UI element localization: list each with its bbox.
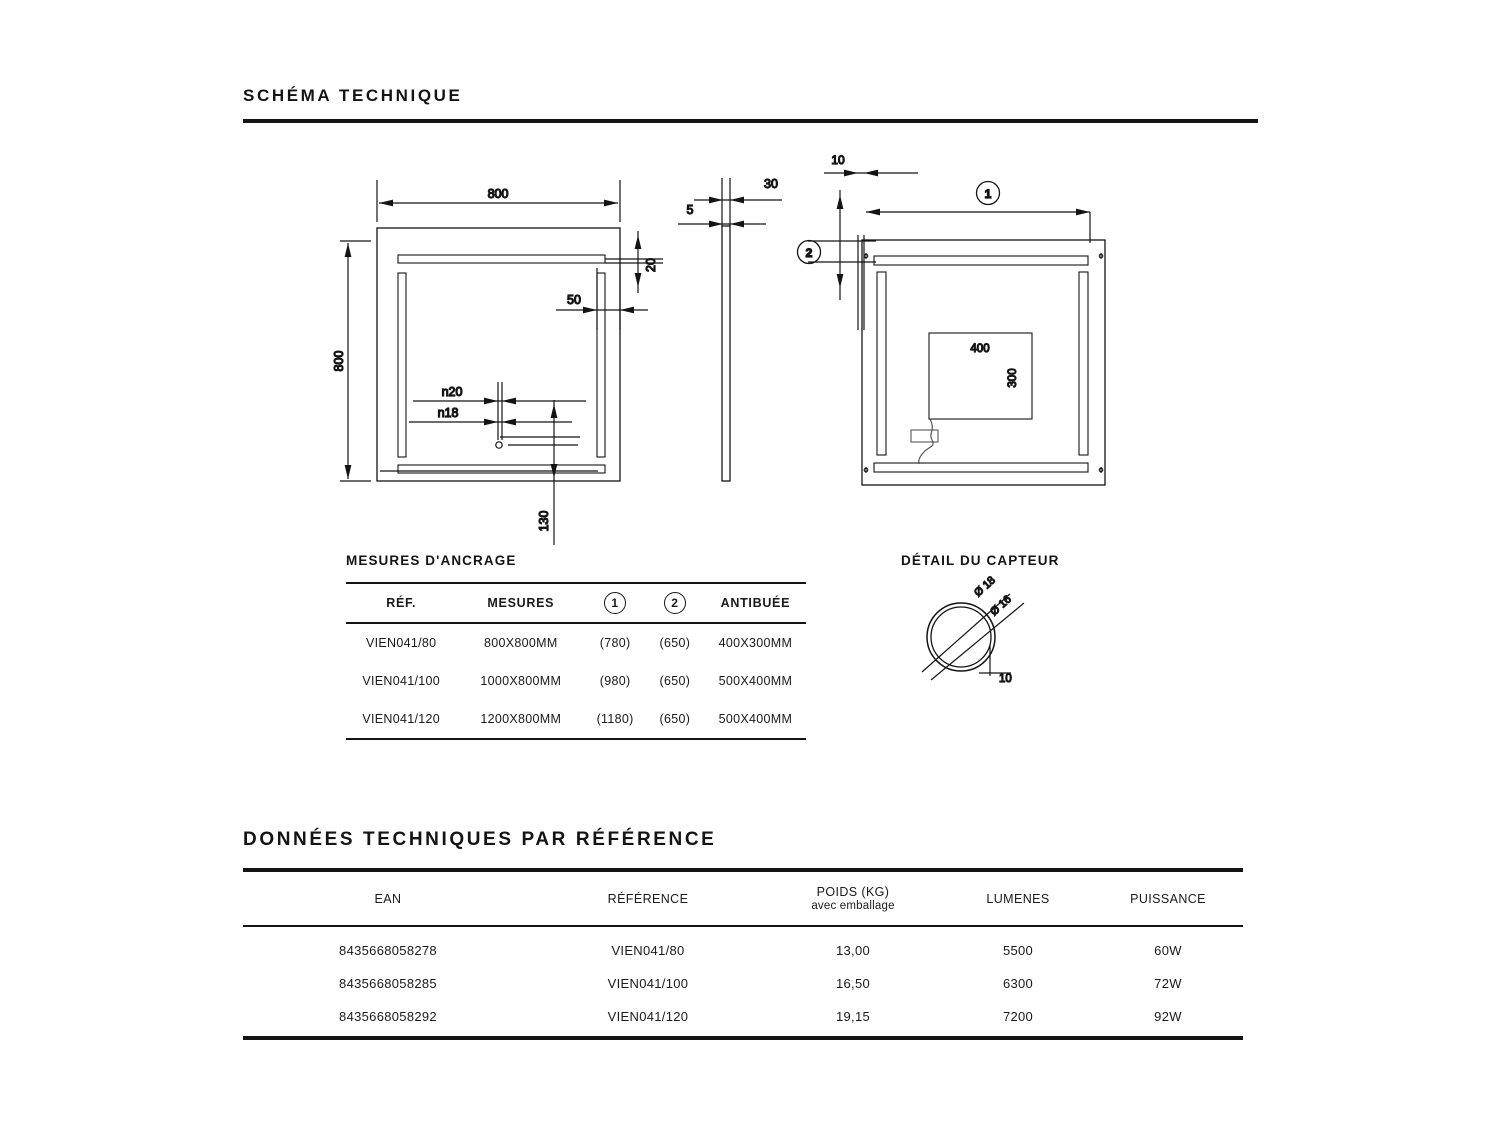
divider-donnees-bottom (243, 1036, 1243, 1040)
data-cell-lumenes: 5500 (1002, 943, 1034, 958)
table-row (346, 662, 806, 700)
anchor-cell-ref: VIEN041/120 (362, 712, 441, 726)
page-title-donnees-techniques: DONNÉES TECHNIQUES PAR RÉFÉRENCE (243, 829, 717, 850)
data-cell-ean: 8435668058292 (339, 1009, 437, 1024)
data-cell-reference: VIEN041/120 (607, 1009, 689, 1024)
svg-text:400: 400 (970, 343, 990, 355)
svg-text:800: 800 (487, 187, 509, 201)
anchor-measures-table (346, 582, 806, 740)
divider-schema (243, 119, 1258, 123)
data-cell-puissance: 60W (1154, 943, 1182, 958)
anchor-cell-c1: (980) (599, 674, 631, 688)
data-col-lumenes: LUMENES (986, 891, 1050, 906)
rear-view-drawing (798, 153, 1106, 485)
anchor-cell-antibuee: 500X400MM (718, 674, 793, 688)
svg-text:300: 300 (1007, 368, 1019, 388)
svg-text:20: 20 (644, 258, 658, 272)
sensor-detail-drawing (922, 574, 1024, 685)
data-col-poids-main: POIDS (KG) (816, 885, 890, 899)
data-table-header-row (243, 872, 1243, 925)
anchor-col-antibuee: ANTIBUÉE (720, 596, 791, 610)
svg-text:n20: n20 (441, 385, 463, 399)
table-row (243, 1000, 1243, 1033)
technical-data-table (243, 872, 1243, 1033)
svg-text:5: 5 (686, 203, 694, 217)
circle-number-2-icon: 2 (664, 592, 686, 614)
anchor-measures-title: MESURES D'ANCRAGE (346, 553, 517, 568)
data-cell-puissance: 92W (1154, 1009, 1182, 1024)
anchor-cell-c2: (650) (659, 636, 691, 650)
data-cell-ean: 8435668058278 (339, 943, 437, 958)
data-cell-puissance: 72W (1154, 976, 1182, 991)
anchor-cell-mesures: 800X800MM (484, 636, 558, 650)
svg-text:10: 10 (831, 153, 845, 167)
anchor-cell-ref: VIEN041/100 (362, 674, 441, 688)
svg-text:800: 800 (332, 350, 346, 372)
data-cell-reference: VIEN041/80 (611, 943, 685, 958)
table-row (346, 623, 806, 662)
table-row (346, 700, 806, 739)
anchor-cell-c2: (650) (659, 712, 691, 726)
anchor-col-callout-1 (585, 583, 645, 623)
data-col-poids (763, 872, 943, 925)
side-view-drawing (678, 177, 782, 481)
svg-text:2: 2 (805, 246, 813, 260)
anchor-col-callout-2 (645, 583, 705, 623)
svg-text:n18: n18 (437, 406, 459, 420)
svg-text:1: 1 (984, 187, 992, 201)
anchor-col-mesures: MESURES (487, 596, 555, 610)
sensor-detail-title: DÉTAIL DU CAPTEUR (901, 553, 1060, 568)
data-cell-lumenes: 7200 (1002, 1009, 1034, 1024)
anchor-cell-mesures: 1200X800MM (480, 712, 562, 726)
table-row (243, 925, 1243, 967)
data-cell-reference: VIEN041/100 (607, 976, 689, 991)
circle-number-1-icon: 1 (604, 592, 626, 614)
svg-text:50: 50 (567, 293, 581, 307)
svg-text:10: 10 (999, 673, 1012, 685)
anchor-cell-ref: VIEN041/80 (365, 636, 437, 650)
data-col-reference: RÉFÉRENCE (607, 891, 689, 906)
svg-text:Ø 18: Ø 18 (972, 574, 998, 600)
sensor-detail-block (901, 553, 1131, 568)
anchor-cell-mesures: 1000X800MM (480, 674, 562, 688)
data-cell-poids: 13,00 (835, 943, 871, 958)
svg-text:Ø 16: Ø 16 (988, 593, 1014, 619)
anchor-measures-block (346, 553, 806, 740)
front-view-drawing (332, 180, 663, 545)
anchor-cell-c2: (650) (659, 674, 691, 688)
anchor-table-header-row (346, 583, 806, 623)
anchor-cell-antibuee: 500X400MM (718, 712, 793, 726)
anchor-col-ref: RÉF. (386, 596, 417, 610)
anchor-cell-c1: (1180) (596, 712, 634, 726)
data-col-puissance: PUISSANCE (1130, 891, 1206, 906)
anchor-cell-antibuee: 400X300MM (718, 636, 793, 650)
data-cell-poids: 19,15 (835, 1009, 871, 1024)
svg-text:30: 30 (764, 177, 778, 191)
data-cell-poids: 16,50 (835, 976, 871, 991)
anchor-cell-c1: (780) (599, 636, 631, 650)
data-cell-ean: 8435668058285 (339, 976, 437, 991)
data-col-ean: EAN (374, 891, 402, 906)
page-title-schema-technique: SCHÉMA TECHNIQUE (243, 86, 463, 105)
table-row (243, 967, 1243, 1000)
data-cell-lumenes: 6300 (1002, 976, 1034, 991)
data-col-poids-sub: avec emballage (811, 900, 895, 912)
svg-text:130: 130 (537, 510, 551, 532)
